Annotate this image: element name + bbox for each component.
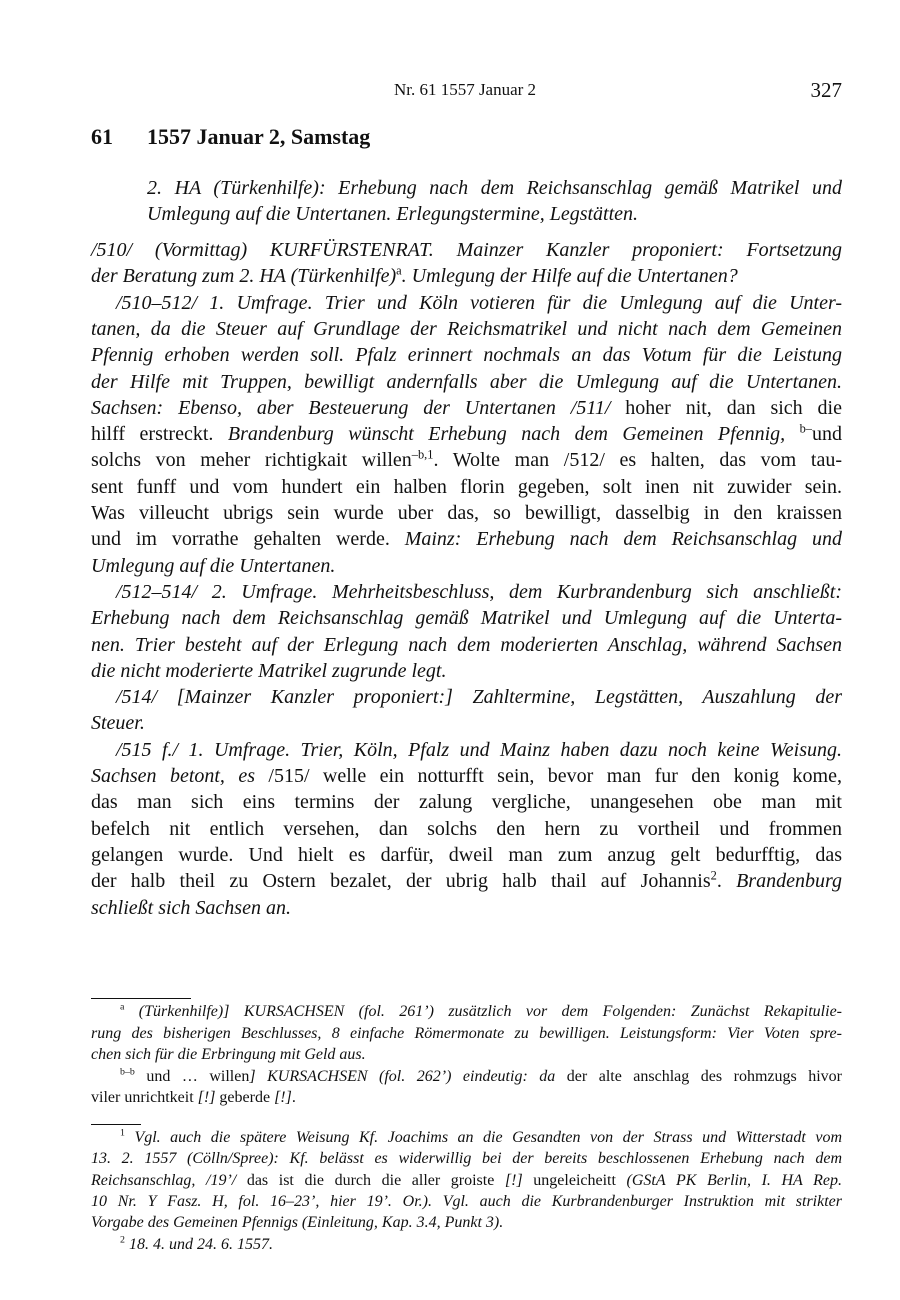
text-run: solchs von meher richtigkait willen — [91, 449, 412, 472]
textual-note-line — [91, 1088, 296, 1108]
text-run: der alte anschlag des rohmzugs hivor — [555, 1067, 842, 1085]
text-run: viler unrichtkeit — [91, 1089, 198, 1106]
text-run: chen sich für die Erbringung mit Geld aus. — [91, 1046, 366, 1063]
text-run: Was villeucht ubrigs sein wurde uber das, so bewilligt, dasselbig in den kraissen — [91, 502, 842, 524]
body-line — [91, 448, 842, 472]
textual-note-line — [120, 1002, 842, 1022]
text-run: Brandenburg — [736, 870, 843, 893]
textual-note-line — [91, 1024, 842, 1044]
text-run: geberde — [215, 1089, 275, 1106]
note-marker: 1 — [120, 1127, 125, 1139]
footnote-line — [91, 1149, 842, 1169]
footnote-line — [91, 1171, 842, 1191]
note-marker: 2 — [710, 868, 717, 883]
footnotes-divider — [91, 1124, 141, 1125]
text-run: Sachsen betont, es — [91, 765, 269, 787]
text-run: der halb theil zu Ostern bezalet, der ubrig halb thail auf Johannis — [91, 870, 711, 893]
textual-note-line — [91, 1045, 366, 1065]
body-line — [91, 711, 145, 735]
body-line — [91, 343, 842, 367]
text-run: /515/ welle ein notturfft sein, bevor man fur den konig kome, — [268, 765, 842, 787]
text-run: ungeleicheitt — [522, 1171, 627, 1189]
text-run: . Wolte man /512/ es halten, das vom tau- — [433, 449, 842, 472]
body-line — [91, 790, 842, 814]
body-line — [116, 580, 842, 604]
note-marker: b– — [799, 421, 812, 436]
text-run: /515 f./ 1. Umfrage. Trier, Köln, Pfalz und Mainz haben dazu noch keine Weisung. — [116, 738, 842, 761]
body-line — [91, 527, 842, 551]
footnote-line — [120, 1235, 273, 1255]
text-run: (Türkenhilfe)] KURSACHSEN (fol. 261’) zusätzlich vor dem Folgenden: Zunächst Rekapitulie- — [124, 1003, 842, 1020]
document-title-date: 1557 Januar 2, Samstag — [147, 124, 371, 149]
text-run: /510/ (Vormittag) KURFÜRSTENRAT. Mainzer Kanzler proponiert: Fortsetzung — [91, 239, 842, 261]
body-line — [91, 238, 842, 262]
text-run: Umlegung auf die Untertanen. — [91, 554, 336, 577]
text-run: 10 Nr. Y Fasz. H, fol. 16–23’, hier 19’. Or.). Vgl. auch die Kurbrandenburger Instruktion mit strikter — [91, 1192, 842, 1210]
body-line — [91, 475, 842, 499]
textual-notes-divider — [91, 998, 191, 999]
text-run: /510–512/ 1. Umfrage. Trier und Köln votieren für die Umlegung auf die Unter- — [116, 291, 842, 314]
body-line — [91, 396, 842, 420]
text-run: /512–514/ 2. Umfrage. Mehrheitsbeschluss, dem Kurbrandenburg sich anschließt: — [116, 580, 842, 603]
note-marker: –b,1 — [411, 447, 434, 462]
note-marker: 2 — [120, 1234, 125, 1246]
note-marker: b–b — [120, 1066, 135, 1078]
page-number: 327 — [810, 78, 842, 102]
text-run: rung des bisherigen Beschlusses, 8 einfache Römermonate zu bewilligen. Leistungsform: Vier Voten spre- — [91, 1024, 842, 1042]
footnote-line — [91, 1192, 842, 1212]
text-run: . — [716, 870, 737, 893]
text-run: [!] — [274, 1089, 292, 1106]
text-run: Vgl. auch die spätere Weisung Kf. Joachims an die Gesandten von der Strass und Witterstadt vom — [124, 1129, 842, 1146]
body-line — [91, 633, 842, 657]
text-run: . Umlegung der Hilfe auf die Untertanen? — [401, 265, 738, 288]
text-run: Sachsen: Ebenso, aber Besteuerung der Untertanen /511/ — [91, 396, 611, 419]
text-run: Brandenburg wünscht Erhebung nach dem Gemeinen Pfennig, — [227, 423, 800, 446]
text-run: und … willen — [134, 1067, 250, 1085]
text-run: Erhebung nach dem Reichsanschlag gemäß Matrikel und Umlegung auf die Unterta- — [91, 607, 842, 630]
text-run: Mainz: Erhebung nach dem Reichsanschlag und — [404, 528, 842, 551]
body-line — [91, 501, 842, 525]
note-marker: a — [396, 263, 402, 278]
text-run: und — [812, 423, 842, 446]
text-run: Vorgabe des Gemeinen Pfennigs (Einleitung, Kap. 3.4, Punkt 3). — [91, 1214, 504, 1232]
text-run: tanen, da die Steuer auf Grundlage der Reichsmatrikel und nicht nach dem Gemeinen — [91, 317, 842, 340]
body-line — [91, 264, 738, 288]
body-line — [91, 317, 842, 341]
body-line — [116, 685, 842, 709]
text-run: der Hilfe mit Truppen, bewilligt andernfalls aber die Umlegung auf die Untertanen. — [91, 370, 842, 393]
text-run: das man sich eins termins der zalung vergliche, unangesehen obe man mit — [91, 791, 842, 814]
text-run: schließt sich Sachsen an. — [91, 896, 291, 919]
summary-line — [147, 202, 638, 226]
text-run: 18. 4. und 24. 6. 1557. — [124, 1235, 273, 1253]
text-run: sent funff und vom hundert ein halben florin gegeben, solt inen nit zuwider sein. — [91, 475, 842, 498]
body-line — [91, 370, 842, 394]
text-run: und im vorrathe gehalten werde. — [91, 528, 405, 551]
body-line — [91, 659, 446, 683]
text-run: 13. 2. 1557 (Cölln/Spree): Kf. belässt es widerwillig bei der bereits beschlossenen Erhebung nach dem — [91, 1150, 842, 1168]
text-run: Umlegung auf die Untertanen. Erlegungstermine, Legstätten. — [147, 203, 639, 225]
body-line — [91, 554, 335, 578]
text-run: /514/ [Mainzer Kanzler proponiert:] Zahltermine, Legstätten, Auszahlung der — [116, 686, 842, 709]
body-line — [116, 738, 842, 762]
text-run: 2. HA (Türkenhilfe): Erhebung nach dem Reichsanschlag gemäß Matrikel und — [147, 177, 842, 199]
note-marker: a — [120, 1001, 125, 1013]
text-run: [!] — [504, 1171, 523, 1189]
running-head: Nr. 61 1557 Januar 2 — [393, 80, 537, 99]
textual-note-line — [120, 1067, 842, 1087]
text-run: nen. Trier besteht auf der Erlegung nach dem moderierten Anschlag, während Sachsen — [91, 633, 842, 656]
body-line — [91, 896, 291, 920]
body-line — [91, 843, 842, 867]
text-run: hilff erstreckt. — [91, 423, 228, 446]
body-line — [91, 817, 842, 841]
text-run: befelch nit entlich versehen, dan solchs den hern zu vortheil und frommen — [91, 817, 842, 840]
body-line — [116, 291, 842, 315]
text-run: das ist die durch die aller groiste — [236, 1171, 505, 1189]
footnote-line — [120, 1128, 842, 1148]
body-line — [91, 606, 842, 630]
summary-line — [147, 176, 842, 200]
text-run: (GStA PK Berlin, I. HA Rep. — [626, 1171, 842, 1189]
text-run: hoher nit, dan sich die — [610, 396, 842, 419]
text-run: Reichsanschlag, /19’/ — [91, 1171, 237, 1189]
text-run: ] KURSACHSEN (fol. 262’) eindeutig: da — [249, 1067, 556, 1085]
text-run: der Beratung zum 2. HA (Türkenhilfe) — [91, 265, 397, 288]
text-run: Steuer. — [91, 712, 145, 735]
body-line — [91, 422, 842, 446]
text-run: gelangen wurde. Und hielt es darfür, dweil man zum anzug gelt bedurfftig, das — [91, 843, 842, 866]
text-run: . — [291, 1089, 296, 1106]
text-run: die nicht moderierte Matrikel zugrunde legt. — [91, 659, 447, 682]
text-run: [!] — [197, 1089, 216, 1106]
document-number: 61 — [91, 124, 113, 149]
body-line — [91, 764, 842, 788]
footnote-line — [91, 1213, 503, 1233]
body-line — [91, 869, 842, 893]
text-run: Pfennig erhoben werden soll. Pfalz erinnert nochmals an das Votum für die Leistung — [91, 344, 842, 367]
